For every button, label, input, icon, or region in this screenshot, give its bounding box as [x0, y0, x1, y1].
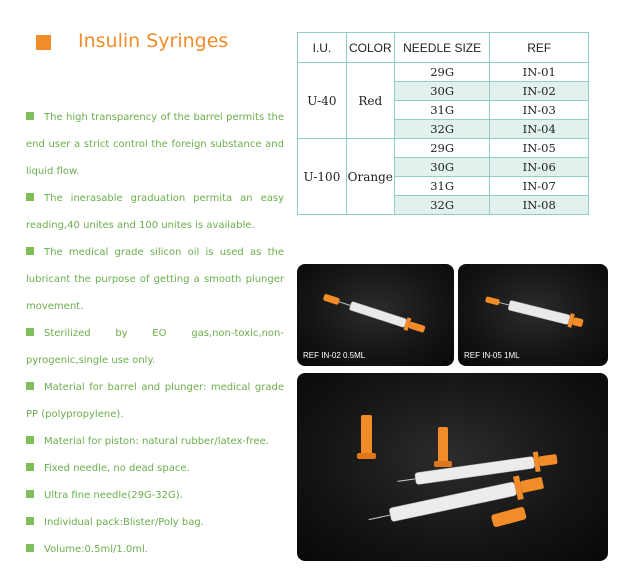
feature-item [26, 104, 284, 185]
feature-text: The high transparency of the barrel permits the end user a strict control the foreign substance and liquid flow. [26, 112, 284, 177]
standing-cap-icon [361, 415, 372, 455]
ref-cell: IN-06 [490, 158, 589, 177]
plunger-cap-icon [572, 317, 584, 327]
needle-size-cell: 32G [394, 196, 490, 215]
syringe-barrel-icon [508, 300, 571, 325]
square-bullet-icon [26, 247, 34, 255]
column-header-needle-size: NEEDLE SIZE [394, 33, 490, 63]
needle-size-cell: 30G [394, 82, 490, 101]
table-header-row [298, 33, 589, 63]
square-bullet-icon [26, 463, 34, 471]
plunger-cap-icon [520, 477, 544, 493]
page-title: Insulin Syringes [78, 30, 229, 52]
needle-size-cell: 31G [394, 177, 490, 196]
color-cell: Orange [346, 139, 394, 215]
feature-item [26, 482, 284, 509]
needle-icon [339, 302, 350, 306]
feature-text: Volume:0.5ml/1.0ml. [44, 544, 148, 555]
ref-cell: IN-01 [490, 63, 589, 82]
lying-cap-icon [491, 506, 527, 527]
square-bullet-icon [26, 436, 34, 444]
table-row [298, 139, 589, 158]
table-row [298, 63, 589, 82]
syringe-cap-icon [485, 296, 500, 305]
square-bullet-icon [26, 328, 34, 336]
standing-cap-icon [438, 427, 448, 463]
photo-label: REF IN-05 1ML [464, 351, 520, 360]
feature-text: The medical grade silicon oil is used as the lubricant the purpose of getting a smooth plunger movement. [26, 247, 284, 312]
feature-item [26, 455, 284, 482]
syringe-cap-icon [323, 294, 340, 306]
feature-text: Individual pack:Blister/Poly bag. [44, 517, 204, 528]
square-bullet-icon [26, 112, 34, 120]
needle-icon [499, 303, 509, 305]
feature-item [26, 320, 284, 374]
square-bullet-icon [26, 382, 34, 390]
plunger-cap-icon [408, 321, 425, 333]
feature-text: Material for piston: natural rubber/latex-free. [44, 436, 269, 447]
column-header-ref: REF [490, 33, 589, 63]
column-header-color: COLOR [346, 33, 394, 63]
feature-text: Ultra fine needle(29G-32G). [44, 490, 183, 501]
spec-table [297, 32, 589, 215]
ref-cell: IN-05 [490, 139, 589, 158]
needle-size-cell: 29G [394, 63, 490, 82]
feature-text: Fixed needle, no dead space. [44, 463, 190, 474]
feature-text: Sterilized by EO gas,non-toxic,non-pyrogenic,single use only. [26, 328, 284, 366]
feature-item [26, 239, 284, 320]
feature-item [26, 509, 284, 536]
needle-size-cell: 29G [394, 139, 490, 158]
needle-size-cell: 32G [394, 120, 490, 139]
needle-icon [369, 515, 391, 520]
ref-cell: IN-03 [490, 101, 589, 120]
syringes-image [297, 373, 608, 561]
column-header-iu: I.U. [298, 33, 347, 63]
feature-item [26, 374, 284, 428]
square-bullet-icon [26, 490, 34, 498]
iu-cell: U-40 [298, 63, 347, 139]
needle-icon [398, 479, 416, 482]
feature-item [26, 428, 284, 455]
photo-label: REF IN-02 0.5ML [303, 351, 366, 360]
needle-size-cell: 30G [394, 158, 490, 177]
feature-list [26, 104, 284, 563]
ref-cell: IN-04 [490, 120, 589, 139]
feature-text: The inerasable graduation permita an easy reading,40 unites and 100 unites is available. [26, 193, 284, 231]
square-bullet-icon [26, 517, 34, 525]
square-bullet-icon [26, 193, 34, 201]
needle-size-cell: 31G [394, 101, 490, 120]
title-square-icon [36, 35, 51, 50]
ref-cell: IN-08 [490, 196, 589, 215]
plunger-cap-icon [538, 454, 557, 466]
product-photo-1ml [458, 264, 608, 366]
feature-item [26, 185, 284, 239]
iu-cell: U-100 [298, 139, 347, 215]
ref-cell: IN-07 [490, 177, 589, 196]
square-bullet-icon [26, 544, 34, 552]
syringe-barrel-icon [349, 301, 407, 327]
color-cell: Red [346, 63, 394, 139]
feature-text: Material for barrel and plunger: medical grade PP (polypropylene). [26, 382, 284, 420]
product-photo-0.5ml [297, 264, 454, 366]
feature-item [26, 536, 284, 563]
ref-cell: IN-02 [490, 82, 589, 101]
product-photo-large [297, 373, 608, 561]
